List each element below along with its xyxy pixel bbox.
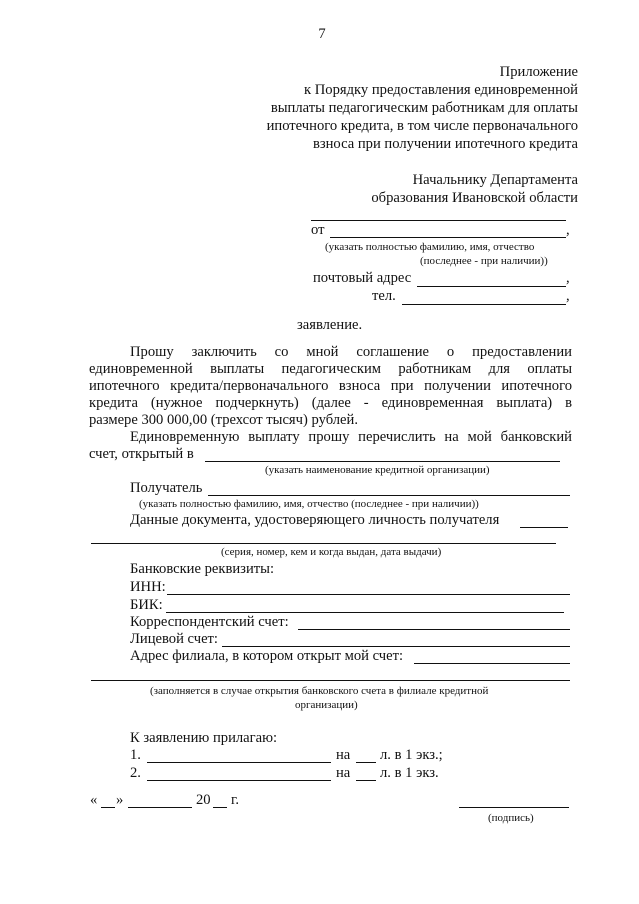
blank-line-recipient	[208, 495, 570, 496]
recipient-hint: (указать полностью фамилию, имя, отчество (последнее - при наличии))	[139, 498, 479, 510]
para1-line-2: единовременной выплаты педагогическим работникам для оплаты	[89, 361, 572, 377]
inn-label: ИНН:	[130, 579, 166, 595]
year-suffix: г.	[231, 792, 239, 808]
blank-line-month	[128, 807, 192, 808]
date-close-quote: »	[116, 792, 124, 808]
id-doc-hint: (серия, номер, кем и когда выдан, дата выдачи)	[221, 546, 442, 558]
recipient-label: Получатель	[130, 480, 203, 496]
name-hint-2: (последнее - при наличии))	[420, 255, 548, 267]
corr-account-label: Корреспондентский счет:	[130, 614, 289, 630]
blank-line-pages-2	[356, 780, 376, 781]
attachment-on-2: на	[336, 765, 351, 781]
name-hint-1: (указать полностью фамилию, имя, отчество	[325, 241, 535, 253]
signature-hint: (подпись)	[488, 812, 534, 824]
blank-line-pages-1	[356, 762, 376, 763]
header-line-4: ипотечного кредита, в том числе первоначального	[266, 118, 578, 134]
comma: ,	[566, 222, 570, 238]
bank-hint: (указать наименование кредитной организации)	[265, 464, 490, 476]
blank-line-branch-1	[414, 663, 570, 664]
comma: ,	[566, 288, 570, 304]
para1-line-3: ипотечного кредита/первоначального взноса при получении ипотечного	[89, 378, 572, 394]
blank-line-personal	[222, 646, 570, 647]
postal-label: почтовый адрес	[313, 270, 412, 286]
blank-line-id-doc-1	[520, 527, 568, 528]
bik-label: БИК:	[130, 597, 163, 613]
para2-line-1: Единовременную выплату прошу перечислить на мой банковский	[130, 429, 572, 445]
para1-line-5: размере 300 000,00 (трехсот тысяч) рублей.	[89, 412, 358, 428]
blank-line-id-doc-2	[91, 543, 556, 544]
branch-hint-2: организации)	[295, 699, 358, 711]
blank-line-inn	[167, 594, 570, 595]
blank-line-corr	[298, 629, 570, 630]
phone-label: тел.	[372, 288, 396, 304]
header-line-1: Приложение	[499, 64, 578, 80]
attachments-title: К заявлению прилагаю:	[130, 730, 278, 746]
blank-line-attachment-1	[147, 762, 331, 763]
para1-line-1: Прошу заключить со мной соглашение о предоставлении	[130, 344, 572, 360]
blank-line-attachment-2	[147, 780, 331, 781]
para1-line-4: кредита (нужное подчеркнуть) (далее - единовременная выплата) в	[89, 395, 572, 411]
blank-line-branch-2	[91, 680, 570, 681]
addressee-line-2: образования Ивановской области	[371, 190, 578, 206]
bank-details-title: Банковские реквизиты:	[130, 561, 274, 577]
blank-line-day	[101, 807, 115, 808]
comma: ,	[566, 270, 570, 286]
blank-line-year	[213, 807, 227, 808]
id-doc-label: Данные документа, удостоверяющего личность получателя	[130, 512, 500, 528]
personal-account-label: Лицевой счет:	[130, 631, 218, 647]
header-line-5: взноса при получении ипотечного кредита	[312, 136, 578, 152]
header-line-3: выплаты педагогическим работникам для оплаты	[270, 100, 578, 116]
attachment-num-1: 1.	[130, 747, 141, 763]
blank-line-from	[330, 237, 566, 238]
header-line-2: к Порядку предоставления единовременной	[304, 82, 578, 98]
branch-hint-1: (заполняется в случае открытия банковского счета в филиале кредитной	[150, 685, 489, 697]
date-open-quote: «	[90, 792, 98, 808]
branch-address-label: Адрес филиала, в котором открыт мой счет:	[130, 648, 404, 664]
blank-line-bik	[166, 612, 564, 613]
addressee-line-1: Начальнику Департамента	[412, 172, 578, 188]
attachment-on-1: на	[336, 747, 351, 763]
blank-line-addressee	[311, 220, 566, 221]
page-number: 7	[318, 26, 326, 42]
para2-line-2: счет, открытый в	[89, 446, 194, 462]
from-label: от	[311, 222, 325, 238]
document-title: заявление.	[297, 317, 363, 333]
blank-line-postal	[417, 286, 566, 287]
attachment-rest-1: л. в 1 экз.;	[380, 747, 443, 763]
blank-line-signature	[459, 807, 569, 808]
attachment-num-2: 2.	[130, 765, 141, 781]
year-prefix: 20	[196, 792, 211, 808]
blank-line-bank	[205, 461, 560, 462]
attachment-rest-2: л. в 1 экз.	[380, 765, 439, 781]
blank-line-phone	[402, 304, 566, 305]
